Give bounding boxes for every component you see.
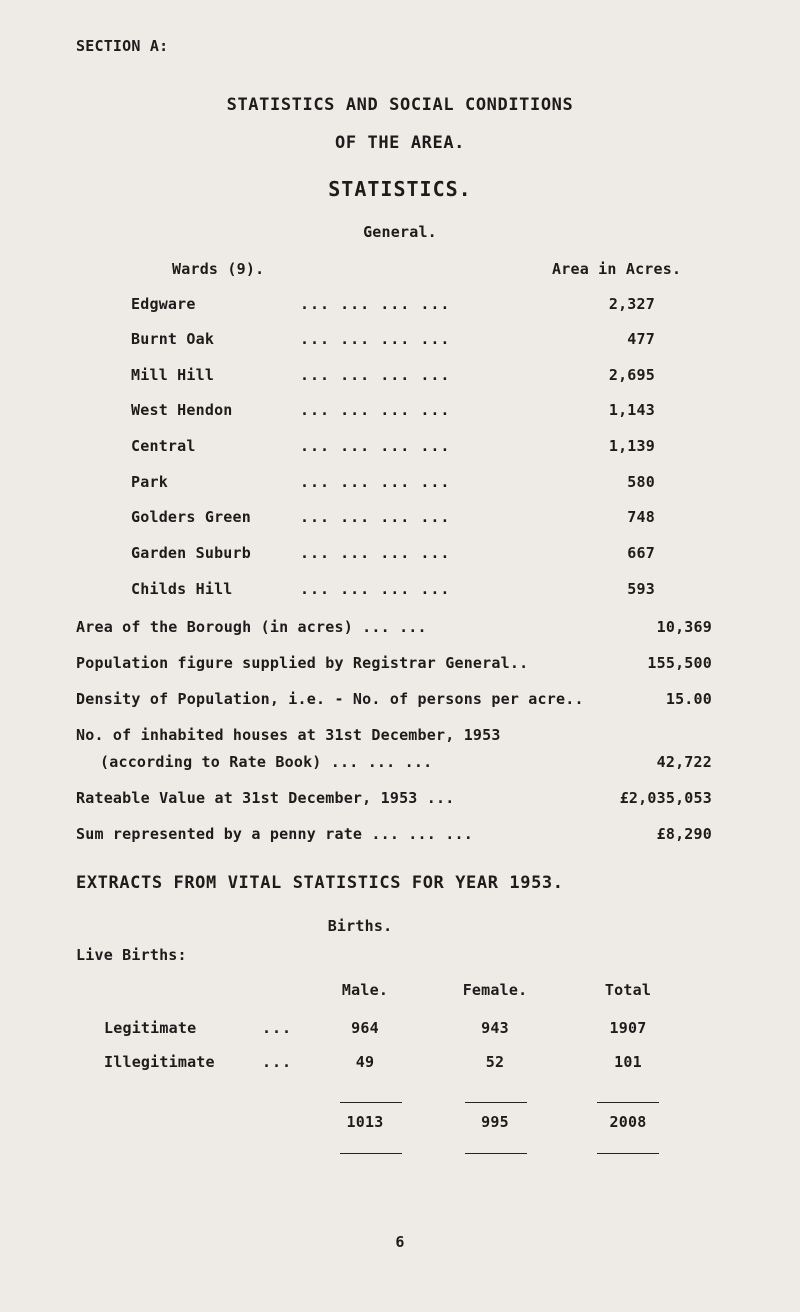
- total-total: 2008: [609, 1113, 647, 1131]
- ward-area: 748: [627, 508, 655, 526]
- column-female: Female.: [462, 981, 528, 999]
- borough-area-label: Area of the Borough (in acres) ... ...: [76, 618, 427, 636]
- leader-dots: ... ... ... ...: [300, 401, 451, 419]
- legitimate-male: 964: [351, 1019, 379, 1037]
- leader-dots: ... ... ... ...: [300, 473, 451, 491]
- subtotal-rule-female: [465, 1102, 527, 1103]
- total-female: 995: [481, 1113, 509, 1131]
- title-line-1: STATISTICS AND SOCIAL CONDITIONS: [226, 95, 574, 115]
- row-label-illegitimate: Illegitimate: [104, 1053, 215, 1071]
- population-value: 155,500: [647, 654, 712, 672]
- ward-area: 580: [627, 473, 655, 491]
- general-heading: General.: [363, 223, 437, 241]
- borough-area-value: 10,369: [656, 618, 712, 636]
- illegitimate-male: 49: [355, 1053, 375, 1071]
- leader-dots: ... ... ... ...: [300, 580, 451, 598]
- area-column-header: Area in Acres.: [552, 260, 682, 278]
- density-value: 15.00: [665, 690, 712, 708]
- ward-area: 593: [627, 580, 655, 598]
- ward-name: Childs Hill: [131, 580, 233, 598]
- population-label: Population figure supplied by Registrar General..: [76, 654, 529, 672]
- leader-dots: ... ... ... ...: [300, 544, 451, 562]
- total-rule-total: [597, 1153, 659, 1154]
- extracts-heading: EXTRACTS FROM VITAL STATISTICS FOR YEAR 1953.: [76, 873, 564, 893]
- ward-area: 477: [627, 330, 655, 348]
- ward-area: 1,143: [608, 401, 655, 419]
- ward-area: 2,695: [608, 366, 655, 384]
- ward-name: Burnt Oak: [131, 330, 215, 348]
- column-male: Male.: [341, 981, 389, 999]
- ward-name: Park: [131, 473, 168, 491]
- total-male: 1013: [346, 1113, 384, 1131]
- legitimate-female: 943: [481, 1019, 509, 1037]
- ward-area: 1,139: [608, 437, 655, 455]
- row-label-legitimate: Legitimate: [104, 1019, 197, 1037]
- leader-dots: ... ... ... ...: [300, 366, 451, 384]
- illegitimate-female: 52: [485, 1053, 505, 1071]
- subtotal-rule-total: [597, 1102, 659, 1103]
- density-label: Density of Population, i.e. - No. of persons per acre..: [76, 690, 584, 708]
- houses-value: 42,722: [656, 753, 712, 771]
- statistics-heading: STATISTICS.: [328, 177, 472, 201]
- ward-name: Golders Green: [131, 508, 251, 526]
- leader-dots: ... ... ... ...: [300, 437, 451, 455]
- ward-name: Garden Suburb: [131, 544, 251, 562]
- illegitimate-total: 101: [614, 1053, 642, 1071]
- ward-name: Edgware: [131, 295, 196, 313]
- leader-dots: ... ... ... ...: [300, 295, 451, 313]
- section-label: SECTION A:: [76, 37, 169, 55]
- penny-rate-value: £8,290: [656, 825, 712, 843]
- births-heading: Births.: [327, 917, 393, 935]
- ward-area: 2,327: [608, 295, 655, 313]
- rateable-value-label: Rateable Value at 31st December, 1953 ...: [76, 789, 455, 807]
- ward-name: Central: [131, 437, 196, 455]
- houses-label-cont: (according to Rate Book) ... ... ...: [100, 753, 433, 771]
- leader-dots: ... ... ... ...: [300, 508, 451, 526]
- leader-dots: ... ... ... ...: [300, 330, 451, 348]
- total-rule-male: [340, 1153, 402, 1154]
- rateable-value: £2,035,053: [619, 789, 712, 807]
- total-rule-female: [465, 1153, 527, 1154]
- legitimate-total: 1907: [609, 1019, 647, 1037]
- page-number: 6: [395, 1233, 405, 1251]
- ward-name: Mill Hill: [131, 366, 215, 384]
- live-births-label: Live Births:: [76, 946, 187, 964]
- leader-dots: ...: [262, 1053, 293, 1071]
- penny-rate-label: Sum represented by a penny rate ... ... ...: [76, 825, 473, 843]
- houses-label: No. of inhabited houses at 31st December, 1953: [76, 726, 501, 744]
- ward-name: West Hendon: [131, 401, 233, 419]
- ward-area: 667: [627, 544, 655, 562]
- wards-column-header: Wards (9).: [172, 260, 265, 278]
- title-line-2: OF THE AREA.: [334, 133, 466, 153]
- subtotal-rule-male: [340, 1102, 402, 1103]
- column-total: Total: [604, 981, 652, 999]
- leader-dots: ...: [262, 1019, 293, 1037]
